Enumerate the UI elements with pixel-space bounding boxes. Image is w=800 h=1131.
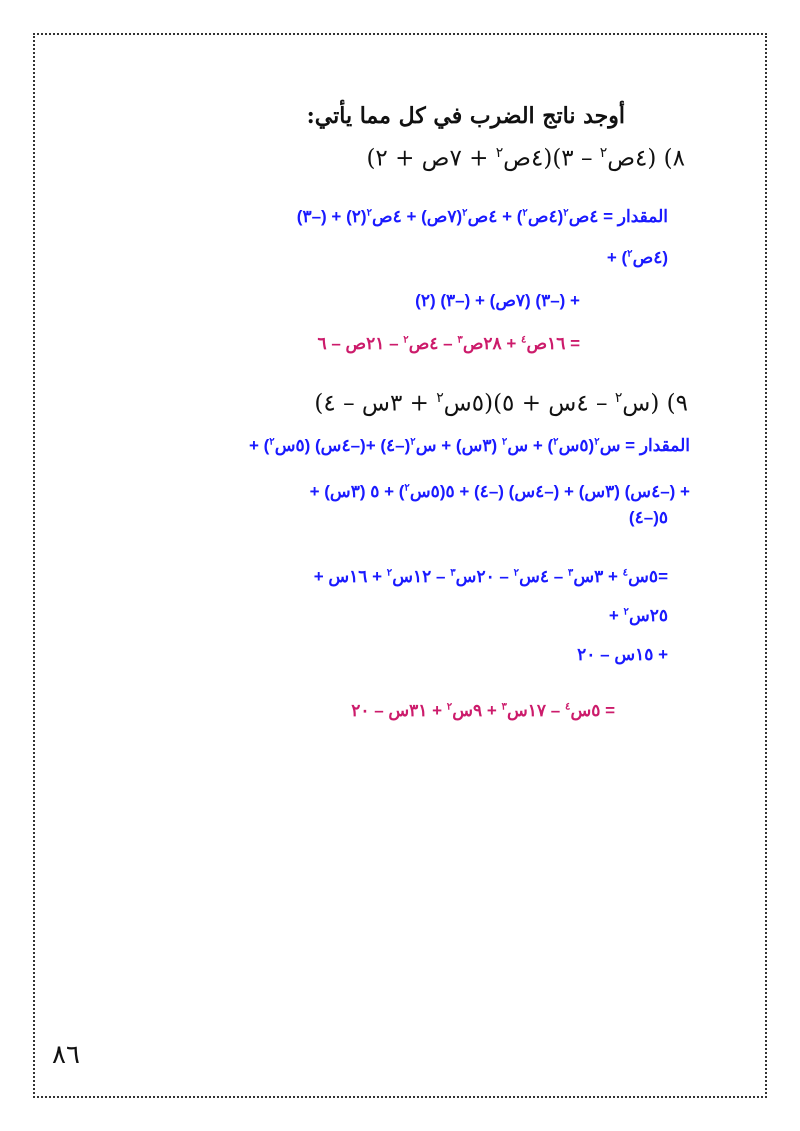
problem-8-step-1: المقدار = ٤ص$^٢$(٤ص$^٢$) + ٤ص$^٢$(٧ص) + ٤ص$^٢$(٢) + (–٣): [296, 207, 668, 226]
problem-9-step-5: ٢٥س$^٢$ +: [608, 606, 668, 625]
page-number: ٨٦: [52, 1040, 80, 1070]
problem-9-step-2: + (–٤س) (٣س) + (–٤س) (–٤) + ٥(٥س$^٢$) + ٥ (٣س) +: [309, 482, 690, 501]
problem-8-step-3: + (–٣) (٧ص) + (–٣) (٢): [415, 291, 580, 310]
problem-9-step-4: =٥س$^٤$ + ٣س$^٣$ – ٤س$^٢$ – ٢٠س$^٣$ – ١٢س$^٢$ + ١٦س +: [313, 567, 668, 586]
problem-9-step-3: ٥(–٤): [628, 508, 668, 527]
problem-8-step-2: (٤ص$^٢$) +: [606, 248, 668, 267]
problem-9-step-6: + ١٥س – ٢٠: [577, 645, 668, 664]
problem-8-result: = ١٦ص$^٤$ + ٢٨ص$^٣$ – ٤ص$^٢$ – ٢١ص – ٦: [317, 334, 580, 353]
problem-9-statement: ٩) (س$^٢$ – ٤س + ٥)(٥س$^٢$ + ٣س – ٤): [314, 390, 688, 417]
page-border: [33, 33, 767, 1098]
problem-9-step-1: المقدار = س$^٢$(٥س$^٢$) + س$^٢$ (٣س) + س$^٢$(–٤) +(–٤س) (٥س$^٢$) +: [248, 436, 690, 455]
exercise-heading: أوجد ناتج الضرب في كل مما يأتي:: [306, 103, 625, 129]
problem-8-statement: ٨) (٤ص$^٢$ – ٣)(٤ص$^٢$ + ٧ص + ٢): [366, 145, 685, 172]
problem-9-result: = ٥س$^٤$ – ١٧س$^٣$ + ٩س$^٢$ + ٣١س – ٢٠: [351, 701, 615, 720]
